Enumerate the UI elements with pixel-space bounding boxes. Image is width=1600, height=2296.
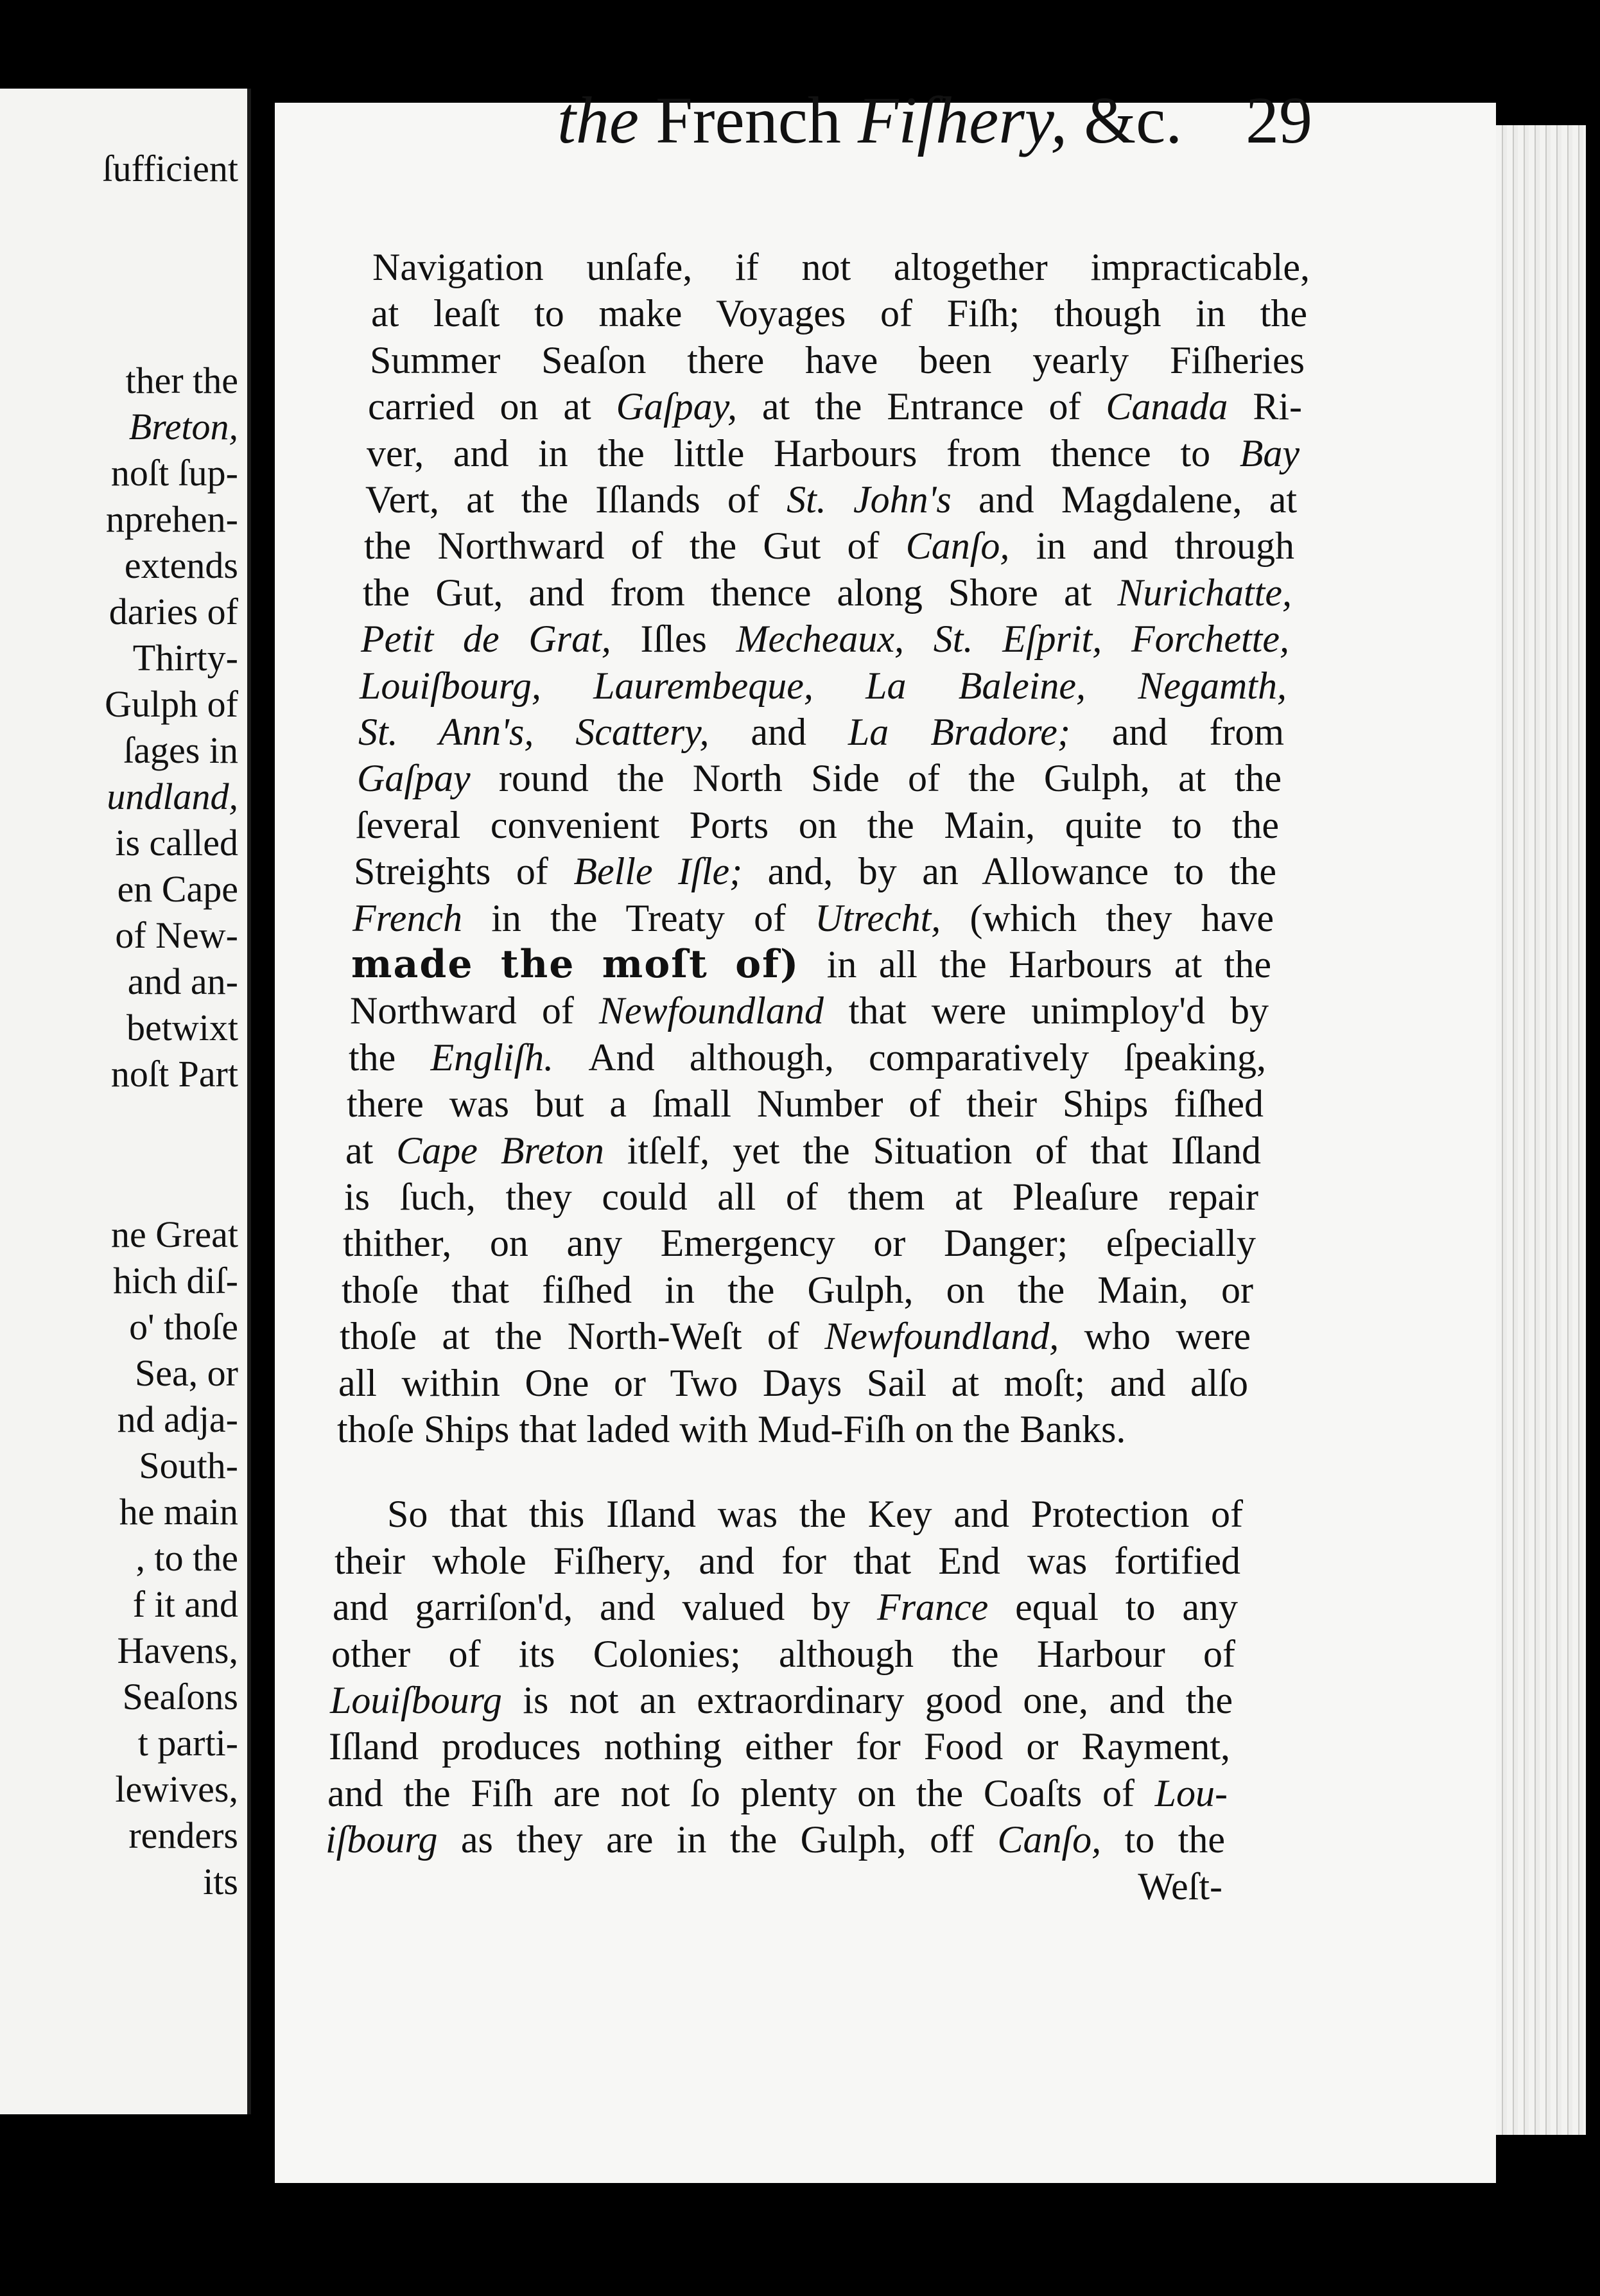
text-line: thoſe at the North-Weſt of Newfoundland, who were (340, 1315, 1251, 1358)
text-line: made the moſt of) in all the Harbours at the (351, 942, 1271, 987)
facing-line: Havens, (117, 1630, 238, 1671)
text-line: Northward of Newfoundland that were unimploy'd by (350, 989, 1269, 1032)
header-french: French (656, 83, 841, 157)
facing-line: Gulph of (105, 683, 238, 725)
text-line: iſbourg as they are in the Gulph, off Canſo, to the (326, 1818, 1226, 1861)
text-line: Louiſbourg is not an extraordinary good one, and the (330, 1679, 1233, 1721)
text-line: the Gut, and from thence along Shore at Nurichatte, (363, 571, 1292, 614)
facing-line: nd adja- (117, 1398, 238, 1440)
facing-line: extends (124, 544, 238, 586)
text-line: ver, and in the little Harbours from thence to Bay (367, 431, 1300, 474)
facing-line: ne Great (110, 1213, 238, 1255)
facing-line: en Cape (117, 868, 238, 910)
text-line: carried on at Gaſpay, at the Entrance of Canada Ri- (368, 385, 1302, 428)
page-edges (1496, 125, 1586, 2135)
facing-line: nprehen- (105, 498, 238, 540)
facing-line: and an- (127, 961, 238, 1002)
facing-line: is called (115, 822, 238, 864)
facing-line: betwixt (126, 1007, 238, 1048)
text-line: and the Fiſh are not ſo plenty on the Coaſts of Lou- (327, 1771, 1228, 1814)
facing-line: o' thoſe (129, 1306, 238, 1348)
text-line: at leaſt to make Voyages of Fiſh; though in the (371, 292, 1307, 335)
text-line: Petit de Grat, Iſles Mecheaux, St. Eſprit, Forchette, (361, 618, 1289, 661)
text-line: there was but a ſmall Number of their Ships fiſhed (347, 1083, 1264, 1126)
facing-line: noſt Part (110, 1053, 238, 1095)
facing-line: South- (139, 1445, 238, 1486)
facing-line: Breton, (128, 406, 238, 448)
header-etc: &c. (1084, 83, 1183, 157)
text-line: Vert, at the Iſlands of St. John's and Magdalene, at (365, 478, 1297, 521)
facing-line: Sea, or (134, 1352, 238, 1394)
text-line: Streights of Belle Iſle; and, by an Allowance to the (354, 850, 1276, 893)
text-line: all within One or Two Days Sail at moſt; and alſo (338, 1361, 1248, 1404)
facing-line: of New- (115, 914, 238, 956)
text-line: French in the Treaty of Utrecht, (which they have (352, 896, 1274, 939)
text-line: Iſland produces nothing either for Food or Rayment, (329, 1725, 1231, 1768)
text-line: So that this Iſland was the Key and Protection of (387, 1493, 1243, 1536)
facing-line: daries of (109, 591, 238, 632)
text-line: Weſt- (1138, 1865, 1222, 1908)
page-number: 29 (1246, 83, 1312, 157)
facing-line: lewives, (115, 1768, 238, 1810)
text-line: ſeveral convenient Ports on the Main, quite to the (356, 803, 1279, 846)
facing-line: noſt ſup- (110, 452, 238, 494)
header-the: the (557, 83, 639, 157)
text-line: is ſuch, they could all of them at Pleaſure repair (344, 1176, 1258, 1218)
text-line: St. Ann's, Scattery, and La Bradore; and from (358, 711, 1284, 753)
facing-line: f it and (132, 1583, 238, 1625)
facing-line: renders (128, 1814, 238, 1856)
text-line: at Cape Breton itſelf, yet the Situation of that Iſland (345, 1129, 1262, 1172)
text-line: thoſe that fiſhed in the Gulph, on the Main, or (342, 1268, 1254, 1311)
text-line: Louiſbourg, Laurembeque, La Baleine, Negamth, (360, 664, 1287, 707)
header-fishery: Fiſhery, (857, 83, 1068, 157)
running-header (276, 76, 1361, 166)
text-line: their whole Fiſhery, and for that End was fortified (335, 1539, 1240, 1582)
facing-line: ſages in (123, 729, 238, 771)
text-line: thither, on any Emergency or Danger; eſpecially (343, 1222, 1257, 1265)
facing-line: , to the (135, 1537, 238, 1579)
facing-line: undland, (107, 776, 238, 817)
facing-line: ther the (125, 360, 238, 401)
text-line: Gaſpay round the North Side of the Gulph, at the (357, 757, 1282, 800)
facing-line: Thirty- (132, 637, 238, 679)
facing-line: ſufficient (102, 148, 238, 189)
text-line: Navigation unſafe, if not altogether impracticable, (372, 246, 1310, 288)
text-line: and garriſon'd, and valued by France equal to any (333, 1586, 1238, 1629)
facing-line: t parti- (137, 1722, 238, 1764)
text-line: the Engliſh. And although, comparatively ſpeaking, (349, 1036, 1266, 1079)
text-line: thoſe Ships that laded with Mud-Fiſh on the Banks. (337, 1408, 1126, 1450)
facing-line: its (203, 1861, 238, 1902)
text-line: other of its Colonies; although the Harbour of (331, 1632, 1235, 1675)
text-line: Summer Seaſon there have been yearly Fiſheries (370, 338, 1305, 381)
text-line: the Northward of the Gut of Canſo, in and through (364, 525, 1295, 568)
facing-page-fragment (0, 89, 251, 2114)
facing-line: he main (119, 1491, 238, 1533)
facing-line: Seaſons (122, 1676, 238, 1718)
facing-line: hich diſ- (113, 1260, 238, 1301)
running-title (557, 76, 1182, 166)
